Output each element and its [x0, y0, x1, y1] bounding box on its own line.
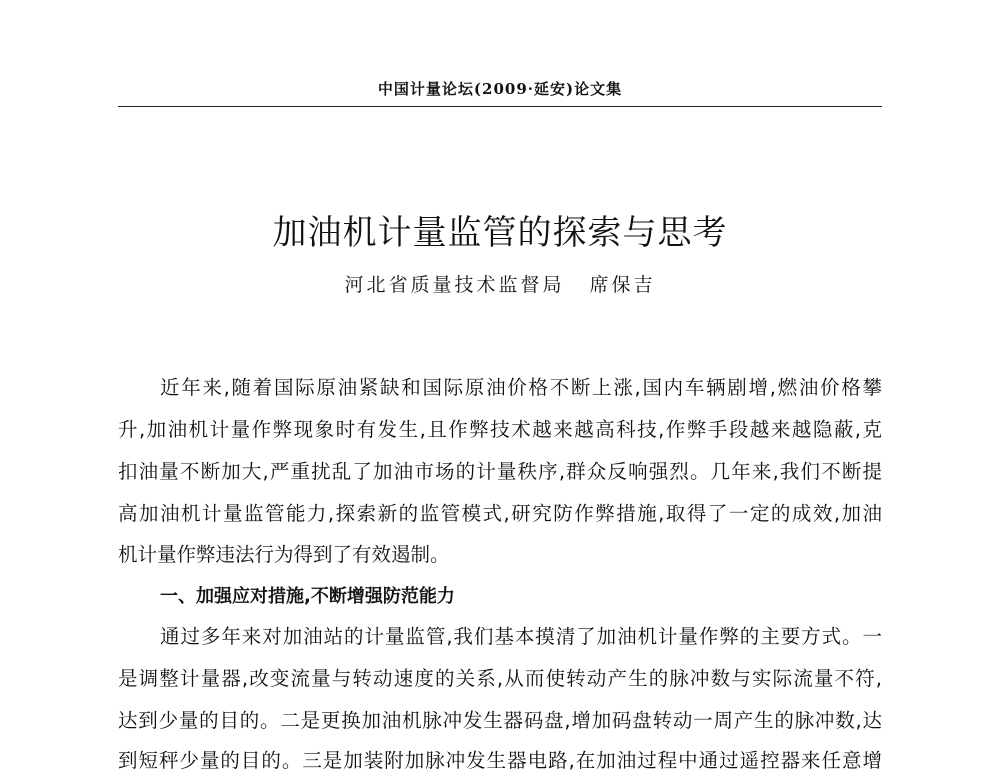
running-head: 中国计量论坛(2009·延安)论文集: [377, 80, 623, 98]
paragraph-line: 升,加油机计量作弊现象时有发生,且作弊技术越来越高科技,作弊手段越来越隐蔽,克: [118, 418, 882, 441]
paragraph-line: 近年来,随着国际原油紧缺和国际原油价格不断上涨,国内车辆剧增,燃油价格攀: [160, 376, 882, 399]
paper-title: 加油机计量监管的探索与思考: [272, 213, 728, 253]
paragraph-line: 扣油量不断加大,严重扰乱了加油市场的计量秩序,群众反响强烈。几年来,我们不断提: [118, 460, 882, 483]
author-affiliation: 河北省质量技术监督局: [344, 274, 565, 296]
paragraph-line: 高加油机计量监管能力,探索新的监管模式,研究防作弊措施,取得了一定的成效,加油: [118, 502, 882, 525]
header-rule: [118, 106, 882, 107]
paragraph-line: 到短秤少量的目的。三是加装附加脉冲发生器电路,在加油过程中通过遥控器来任意增: [118, 749, 882, 772]
author-line: [0, 270, 1000, 297]
author-name: 席保吉: [589, 274, 656, 296]
paragraph-line: 机计量作弊违法行为得到了有效遏制。: [118, 543, 450, 566]
paragraph-line: 是调整计量器,改变流量与转动速度的关系,从而使转动产生的脉冲数与实际流量不符,: [118, 667, 882, 690]
section-heading: 一、加强应对措施,不断增强防范能力: [160, 586, 455, 607]
paragraph-line: 通过多年来对加油站的计量监管,我们基本摸清了加油机计量作弊的主要方式。一: [160, 625, 882, 648]
paragraph-line: 达到少量的目的。二是更换加油机脉冲发生器码盘,增加码盘转动一周产生的脉冲数,达: [118, 709, 882, 732]
